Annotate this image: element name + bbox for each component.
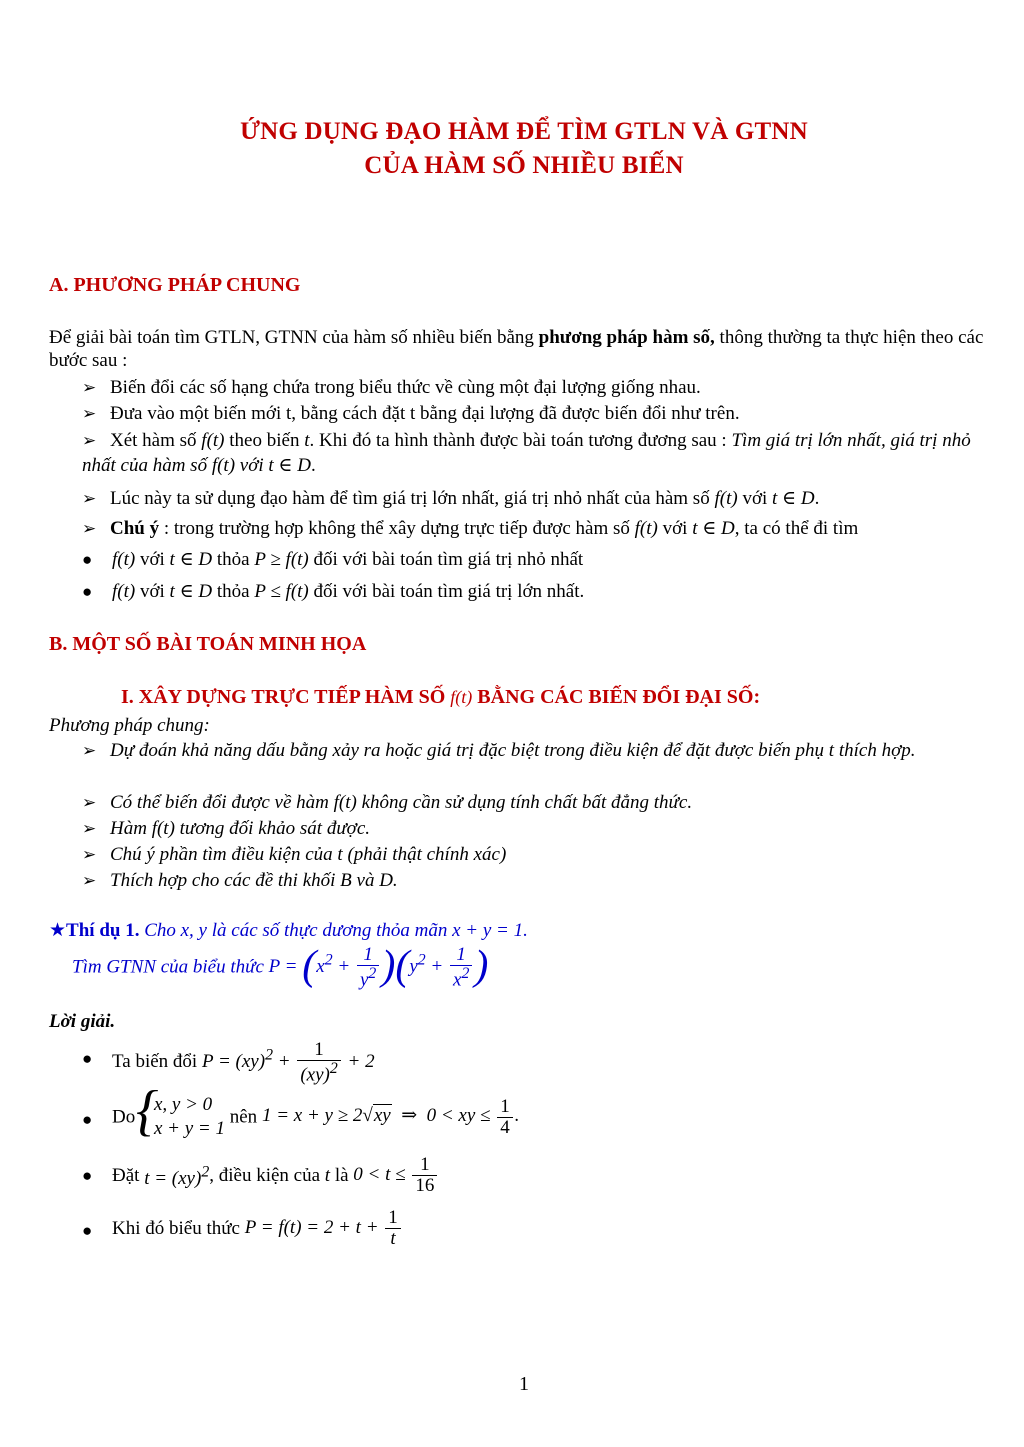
section-a-intro: Để giải bài toán tìm GTLN, GTNN của hàm số nhiều biến bằng phương pháp hàm số, thông thường ta thực hiện theo các bước sau : [49, 327, 984, 371]
section-b-heading: B. MỘT SỐ BÀI TOÁN MINH HỌA [49, 633, 367, 655]
formula-inequality: 1 = x + y ≥ 2√xy ⇒ 0 < xy ≤ $\frac{1}{4}$ . [261, 1095, 520, 1138]
bullet-min: ● f(t) với t ∈ D thỏa P ≥ f(t) đối với bài toán tìm giá trị nhỏ nhất [82, 549, 584, 570]
page-title-line2: CỦA HÀM SỐ NHIỀU BIẾN [364, 152, 684, 179]
method-3: ➢ Hàm f(t) tương đối khảo sát được. [82, 818, 371, 839]
step-3: ➢ Xét hàm số f(t) theo biến t. Khi đó ta hình thành được bài toán tương đương sau : Tìm giá trị lớn nhất, giá trị nhỏ nhất của hàm số f(t) với t ∈ D. [82, 430, 971, 476]
method-label: Phương pháp chung: [49, 715, 210, 736]
arrow-bullet-icon: ➢ [82, 431, 97, 450]
formula-P: $P = (x^2$ + $\frac{1}{y^2}$ )($y^2$ + $\frac{1}{x^2}$ ) [268, 942, 489, 991]
formula-t-range: 0 < t ≤ $\frac{1}{16}$ [353, 1164, 439, 1185]
example-1-task: Tìm GTNN của biểu thức $P = (x^2$ + $\frac{1}{y^2}$ )($y^2$ + $\frac{1}{x^2}$ ) [72, 942, 489, 991]
arrow-bullet-icon: ➢ [82, 871, 97, 890]
bullet-dot-icon: ● [82, 582, 93, 601]
formula-transform: P = (xy)$^2$ + $\frac{1}{(xy)^2}$ + 2 [201, 1039, 375, 1086]
bullet-max: ● f(t) với t ∈ D thỏa P ≤ f(t) đối với bài toán tìm giá trị lớn nhất. [82, 581, 585, 602]
solution-step-3: ● Đặt t = (xy)$^2$, điều kiện của t là 0 < t ≤ $\frac{1}{16}$ [112, 1155, 439, 1196]
solution-step-4: ● Khi đó biểu thức P = f(t) = 2 + t + $\frac{1}{t}$ [112, 1208, 403, 1249]
arrow-bullet-icon: ➢ [82, 793, 97, 812]
formula-ft: P = f(t) = 2 + t + $\frac{1}{t}$ [245, 1217, 403, 1238]
solution-step-1: ● Ta biến đổi P = (xy)$^2$ + $\frac{1}{(xy)^2}$ + 2 [82, 1039, 375, 1086]
bullet-dot-icon: ● [82, 1110, 93, 1129]
bullet-dot-icon: ● [82, 1049, 93, 1068]
arrow-bullet-icon: ➢ [82, 489, 97, 508]
solution-step-2: ● Do { x, y > 0 x + y = 1 nên 1 = x + y ≥ 2√xy ⇒ 0 < xy ≤ $\frac{1}{4}$ . [82, 1080, 520, 1142]
method-1: ➢ Dự đoán khả năng dấu bằng xảy ra hoặc giá trị đặc biệt trong điều kiện để đặt được biến phụ t thích hợp. [82, 740, 916, 761]
arrow-bullet-icon: ➢ [82, 404, 97, 423]
arrow-bullet-icon: ➢ [82, 378, 97, 397]
brace-icon: { [135, 1080, 159, 1142]
method-4: ➢ Chú ý phần tìm điều kiện của t (phải thật chính xác) [82, 844, 507, 865]
method-2: ➢ Có thể biến đổi được về hàm f(t) không cần sử dụng tính chất bất đẳng thức. [82, 792, 693, 813]
solution-label: Lời giải. [49, 1011, 116, 1032]
condition-system: { x, y > 0 x + y = 1 [135, 1080, 225, 1142]
arrow-bullet-icon: ➢ [82, 819, 97, 838]
arrow-bullet-icon: ➢ [82, 741, 97, 760]
bullet-dot-icon: ● [82, 550, 93, 569]
method-5: ➢ Thích hợp cho các đề thi khối B và D. [82, 870, 398, 891]
arrow-bullet-icon: ➢ [82, 845, 97, 864]
bullet-dot-icon: ● [82, 1221, 93, 1240]
bullet-dot-icon: ● [82, 1166, 93, 1185]
subsection-heading: I. XÂY DỰNG TRỰC TIẾP HÀM SỐ f(t) BẰNG CÁC BIẾN ĐỔI ĐẠI SỐ: [121, 686, 761, 708]
page-title-line1: ỨNG DỤNG ĐẠO HÀM ĐỂ TÌM GTLN VÀ GTNN [240, 118, 808, 145]
step-4: ➢ Lúc này ta sử dụng đạo hàm để tìm giá trị lớn nhất, giá trị nhỏ nhất của hàm số f(t) với t ∈ D. [82, 488, 820, 509]
formula-substitution: t = (xy)$^2$ [144, 1163, 210, 1190]
step-1: ➢ Biến đổi các số hạng chứa trong biểu thức về cùng một đại lượng giống nhau. [82, 377, 701, 398]
arrow-bullet-icon: ➢ [82, 519, 97, 538]
example-1-statement: ★Thí dụ 1. Cho x, y là các số thực dương thỏa mãn x + y = 1. [49, 920, 528, 941]
note: ➢ Chú ý : trong trường hợp không thể xây dựng trực tiếp được hàm số f(t) với t ∈ D, ta có thể đi tìm [82, 518, 859, 539]
page-number: 1 [519, 1373, 529, 1395]
step-2: ➢ Đưa vào một biến mới t, bằng cách đặt t bằng đại lượng đã được biến đổi như trên. [82, 403, 740, 424]
star-icon: ★ [49, 920, 67, 941]
section-a-heading: A. PHƯƠNG PHÁP CHUNG [49, 274, 301, 296]
